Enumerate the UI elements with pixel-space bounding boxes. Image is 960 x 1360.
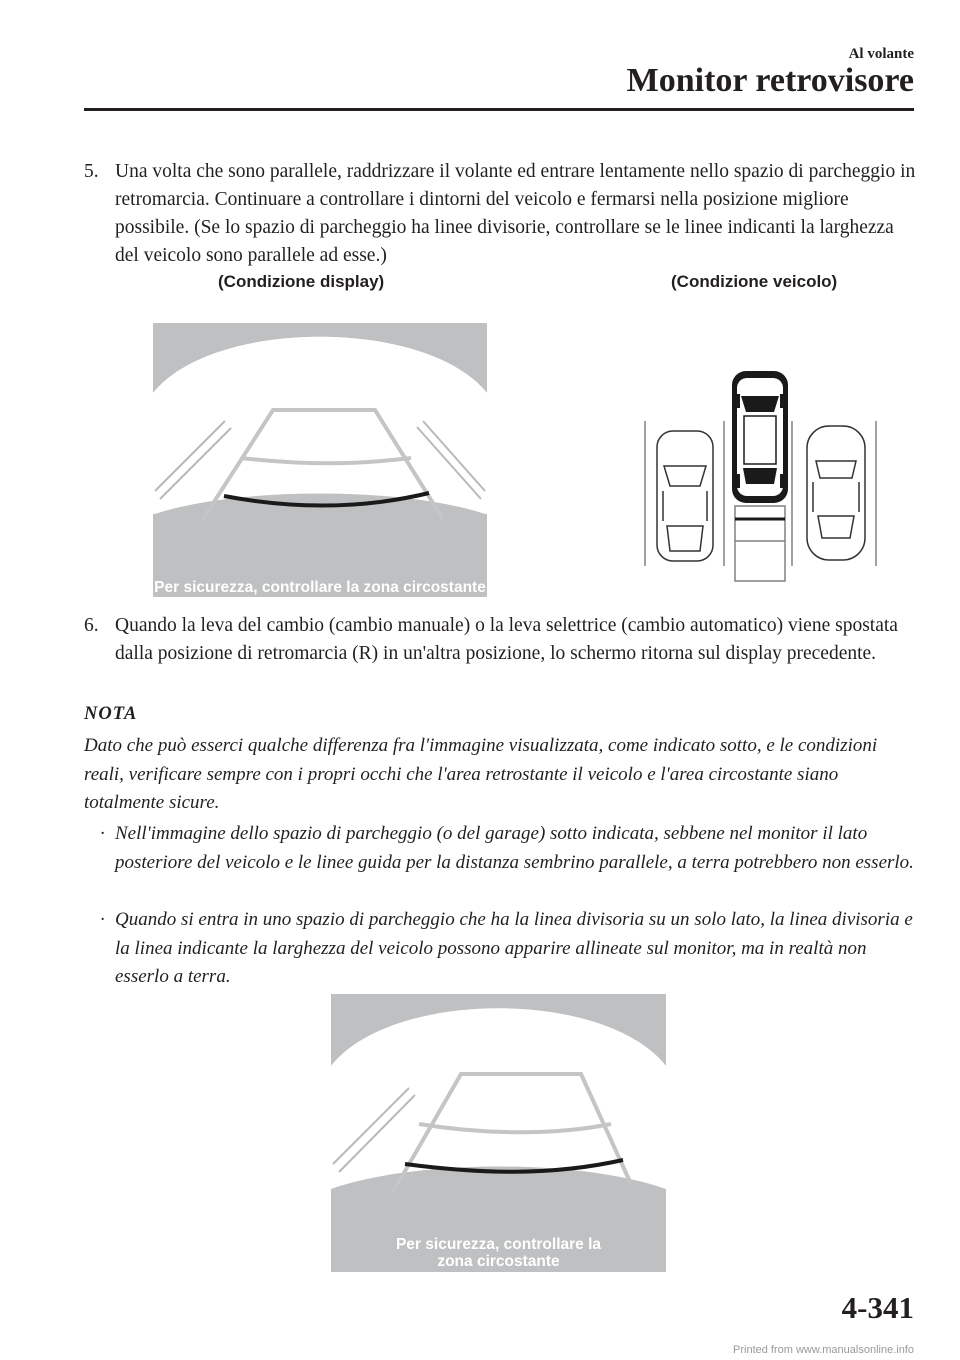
bullet-text: Nell'immagine dello spazio di parcheggio (o del garage) sotto indicata, sebbene nel monitor il lato posteriore del veicolo e le linee guida per la distanza sembrino parallele, a terra potrebbero non esserlo. [115, 823, 914, 873]
camera-display-figure [153, 323, 487, 597]
page-number: 4-341 [841, 1290, 914, 1325]
note-bullet [84, 820, 920, 877]
step-text: Quando la leva del cambio (cambio manuale) o la leva selettrice (cambio automatico) viene spostata dalla posizione di retromarcia (R) in un'altra posizione, lo schermo ritorna sul display precedente. [115, 615, 898, 664]
overlay-line-2: zona circostante [437, 1253, 560, 1270]
bullet-marker: · [100, 909, 105, 930]
left-parked-car [657, 431, 713, 561]
vehicle-top-view-figure [640, 366, 880, 586]
step-text: Una volta che sono parallele, raddrizzare il volante ed entrare lentamente nello spazio di parcheggio in retromarcia. Continuare a controllare i dintorni del veicolo e fermarsi nella posizione migliore possibile. (Se lo spazio di parcheggio ha linee divisorie, controllare se le linee indicanti la larghezza del veicolo sono parallele ad esse.) [115, 161, 916, 266]
right-parked-car [807, 426, 865, 560]
step-5 [84, 158, 920, 270]
display-overlay-text: Per sicurezza, controllare la zona circostante [154, 579, 486, 596]
overlay-line-1: Per sicurezza, controllare la [395, 1236, 602, 1253]
note-heading: NOTA [84, 704, 138, 724]
note-text: Dato che può esserci qualche differenza fra l'immagine visualizzata, come indicato sotto, e le condizioni reali, verificare sempre con i propri occhi che l'area retrostante il veicolo e l'area circostante siano totalmente sicure. [84, 735, 878, 813]
note-bullet [84, 906, 920, 992]
display-overlay-text-2 [331, 1236, 666, 1270]
step-number: 6. [84, 615, 99, 636]
step-6 [84, 612, 920, 668]
reversing-vehicle [732, 371, 788, 503]
display-caption: (Condizione display) [218, 272, 385, 291]
camera-display-figure-2 [331, 994, 666, 1272]
footer-watermark: Printed from www.manualsonline.info [733, 1344, 914, 1356]
page-title: Monitor retrovisore [626, 62, 914, 99]
bullet-text: Quando si entra in uno spazio di parcheggio che ha la linea divisoria su un solo lato, la linea divisoria e la linea indicante la larghezza del veicolo possono apparire allineate sul monitor, ma in realtà non esserlo a terra. [115, 909, 913, 987]
header-rule [84, 108, 914, 111]
section-label: Al volante [848, 46, 914, 62]
bullet-marker: · [100, 823, 105, 844]
step-number: 5. [84, 161, 99, 182]
vehicle-caption: (Condizione veicolo) [671, 272, 838, 291]
